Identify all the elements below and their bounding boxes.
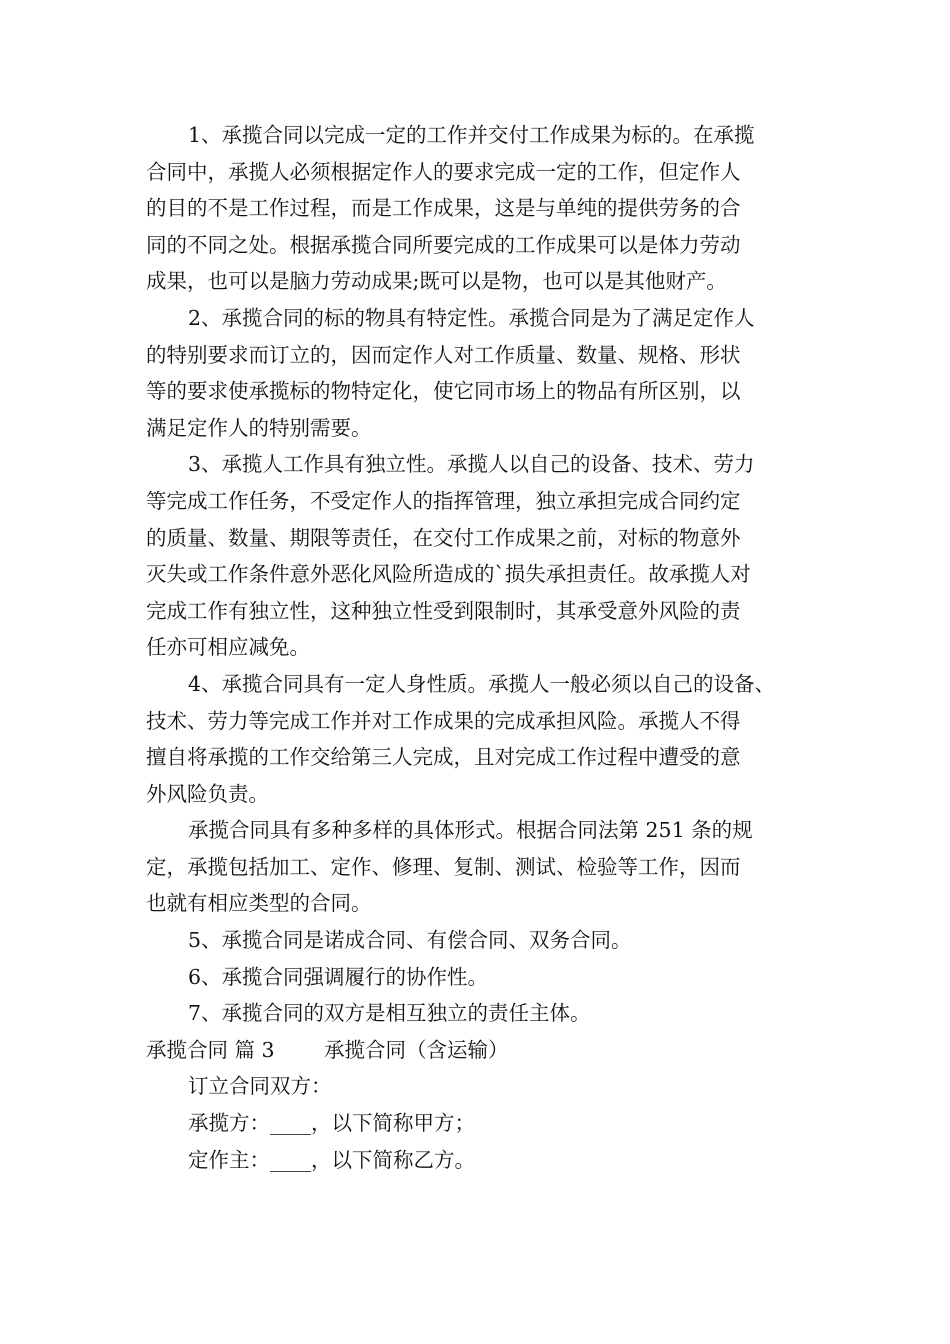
paragraph-4-line-3: 擅自将承揽的工作交给第三人完成，且对完成工作过程中遭受的意 [146,745,741,770]
paragraph-4-line-1: 4、承揽合同具有一定人身性质。承揽人一般必须以自己的设备、 [188,671,776,696]
contractor-party-line: 承揽方：____，以下简称甲方； [188,1111,475,1136]
paragraph-5-line-1: 承揽合同具有多种多样的具体形式。根据合同法第 251 条的规 [188,818,753,843]
paragraph-5-line-3: 也就有相应类型的合同。 [146,891,372,916]
section-heading [146,1032,806,1069]
paragraph-1-line-4: 同的不同之处。根据承揽合同所要完成的工作成果可以是体力劳动 [146,232,741,257]
list-item-7: 7、承揽合同的双方是相互独立的责任主体。 [188,1001,591,1026]
paragraph-2-line-2: 的特别要求而订立的，因而定作人对工作质量、数量、规格、形状 [146,342,741,367]
paragraph-3-line-4: 灭失或工作条件意外恶化风险所造成的`损失承担责任。故承揽人对 [146,562,751,587]
paragraph-2-line-4: 满足定作人的特别需要。 [146,415,372,440]
paragraph-5-line-2: 定，承揽包括加工、定作、修理、复制、测试、检验等工作，因而 [146,854,741,879]
paragraph-4-line-4: 外风险负责。 [146,781,269,806]
paragraph-3-line-6: 任亦可相应减免。 [146,635,310,660]
list-item-5: 5、承揽合同是诺成合同、有偿合同、双务合同。 [188,928,632,953]
document-body [146,117,806,1178]
paragraph-1-line-5: 成果，也可以是脑力劳动成果;既可以是物，也可以是其他财产。 [146,269,727,294]
paragraph-3-line-1: 3、承揽人工作具有独立性。承揽人以自己的设备、技术、劳力 [188,452,755,477]
paragraph-3-line-3: 的质量、数量、期限等责任，在交付工作成果之前，对标的物意外 [146,525,741,550]
paragraph-3-line-5: 完成工作有独立性，这种独立性受到限制时，其承受意外风险的责 [146,598,741,623]
section-heading-number: 承揽合同 篇 3 [146,1037,275,1062]
paragraph-2-line-1: 2、承揽合同的标的物具有特定性。承揽合同是为了满足定作人 [188,305,755,330]
paragraph-1-line-3: 的目的不是工作过程，而是工作成果，这是与单纯的提供劳务的合 [146,196,741,221]
paragraph-1-line-1: 1、承揽合同以完成一定的工作并交付工作成果为标的。在承揽 [188,123,755,147]
paragraph-3-line-2: 等完成工作任务，不受定作人的指挥管理，独立承担完成合同约定 [146,488,741,513]
section-heading-title: 承揽合同（含运输） [324,1037,509,1062]
paragraph-1-line-2: 合同中，承揽人必须根据定作人的要求完成一定的工作，但定作人 [146,159,741,184]
contract-parties-label: 订立合同双方： [188,1074,332,1099]
list-item-6: 6、承揽合同强调履行的协作性。 [188,964,489,989]
paragraph-2-line-3: 等的要求使承揽标的物特定化，使它同市场上的物品有所区别，以 [146,379,741,404]
client-party-line: 定作主：____，以下简称乙方。 [188,1147,475,1172]
paragraph-4-line-2: 技术、劳力等完成工作并对工作成果的完成承担风险。承揽人不得 [146,708,741,733]
